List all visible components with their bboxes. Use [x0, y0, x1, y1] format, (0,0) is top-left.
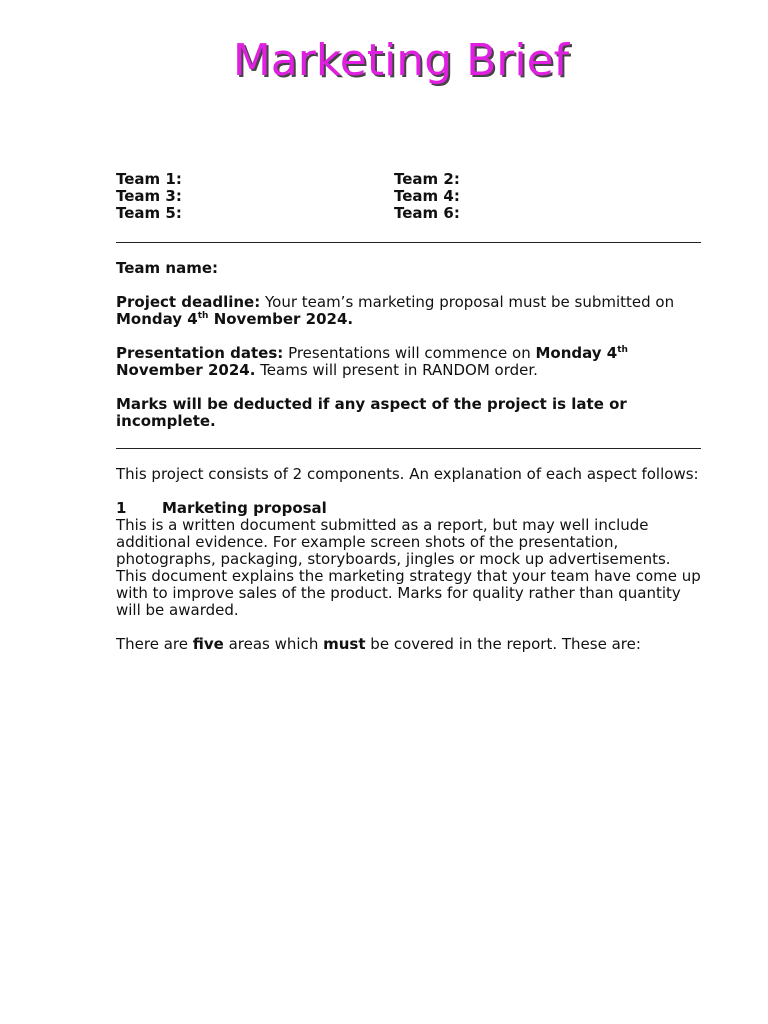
team-5-label: Team 5:: [116, 204, 182, 222]
team-2-label: Team 2:: [394, 170, 460, 188]
section-1-number: 1: [116, 499, 127, 517]
section-1-heading: [116, 500, 701, 517]
deadline-paragraph: Project deadline: Your team’s marketing proposal must be submitted on Monday 4th November 2024.: [116, 293, 675, 328]
presentation-paragraph: Presentation dates: Presentations will commence on Monday 4th November 2024. Teams will present in RANDOM order.: [116, 344, 628, 379]
section-1-title: Marketing proposal: [162, 499, 327, 517]
team-name-label: Team name:: [116, 259, 218, 277]
presentation-label: Presentation dates:: [116, 344, 284, 362]
areas-paragraph: There are five areas which must be covered in the report. These are:: [116, 635, 641, 653]
deadline-label: Project deadline:: [116, 293, 261, 311]
marks-warning: Marks will be deducted if any aspect of the project is late or incomplete.: [116, 395, 627, 430]
team-list: [116, 171, 701, 222]
team-6-label: Team 6:: [394, 204, 460, 222]
intro-paragraph: This project consists of 2 components. An explanation of each aspect follows:: [116, 465, 699, 483]
document-body: [116, 171, 701, 653]
team-4-label: Team 4:: [394, 187, 460, 205]
team-1-label: Team 1:: [116, 170, 182, 188]
team-3-label: Team 3:: [116, 187, 182, 205]
document-title: Marketing Brief: [232, 35, 570, 86]
section-1-body: This is a written document submitted as a report, but may well include additional evidence. For example screen shots of the presentation, photographs, packaging, storyboards, jingles or mock up advertisements. This document explains the marketing strategy that your team have come up with to improve sales of the product. Marks for quality rather than quantity will be awarded.: [116, 516, 701, 619]
